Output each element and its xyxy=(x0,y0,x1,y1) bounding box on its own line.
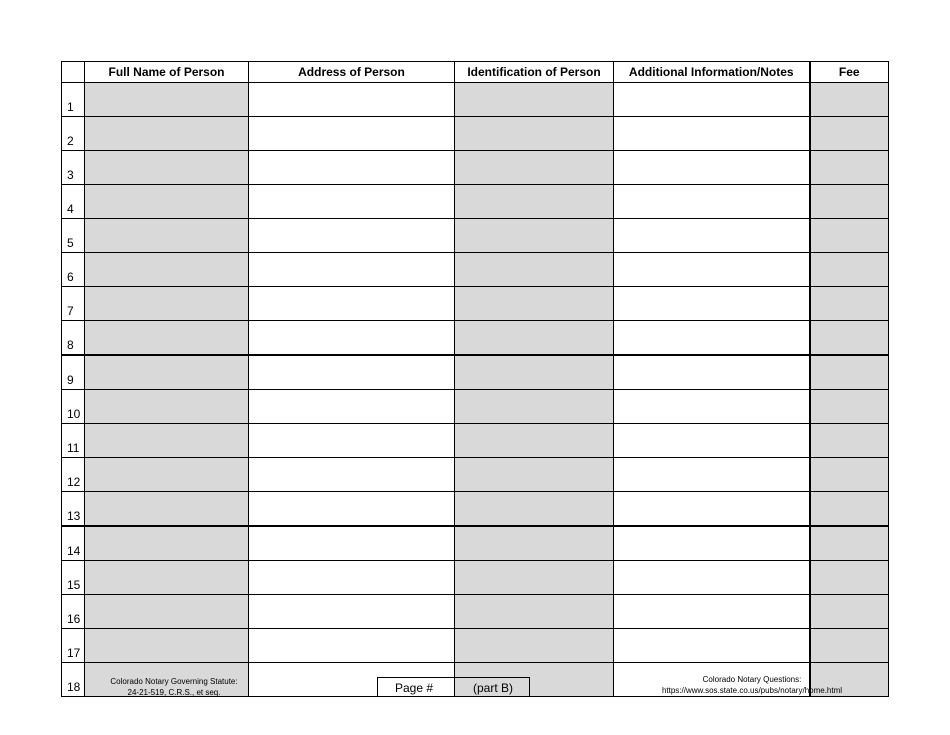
identification-cell[interactable] xyxy=(455,526,614,561)
address-cell[interactable] xyxy=(249,424,455,458)
identification-cell[interactable] xyxy=(455,151,614,185)
address-cell[interactable] xyxy=(249,355,455,390)
notes-cell[interactable] xyxy=(614,629,810,663)
notes-cell[interactable] xyxy=(614,185,810,219)
header-address: Address of Person xyxy=(249,62,455,83)
full-name-cell[interactable] xyxy=(85,355,249,390)
notes-cell[interactable] xyxy=(614,390,810,424)
identification-cell[interactable] xyxy=(455,219,614,253)
address-cell[interactable] xyxy=(249,219,455,253)
notes-cell[interactable] xyxy=(614,526,810,561)
page-label: Page # xyxy=(395,681,434,695)
notes-cell[interactable] xyxy=(614,561,810,595)
row-number-cell: 3 xyxy=(62,151,85,185)
row-number-cell: 14 xyxy=(62,526,85,561)
row-number-cell: 11 xyxy=(62,424,85,458)
fee-cell[interactable] xyxy=(810,117,889,151)
table-row xyxy=(62,390,889,424)
notes-cell[interactable] xyxy=(614,219,810,253)
address-cell[interactable] xyxy=(249,287,455,321)
row-number-cell: 17 xyxy=(62,629,85,663)
notes-cell[interactable] xyxy=(614,321,810,356)
identification-cell[interactable] xyxy=(455,424,614,458)
identification-cell[interactable] xyxy=(455,253,614,287)
header-notes: Additional Information/Notes xyxy=(614,62,810,83)
row-number-cell: 13 xyxy=(62,492,85,527)
table-header-row xyxy=(62,62,889,83)
address-cell[interactable] xyxy=(249,458,455,492)
notes-cell[interactable] xyxy=(614,355,810,390)
full-name-cell[interactable] xyxy=(85,185,249,219)
questions-note xyxy=(632,674,872,696)
full-name-cell[interactable] xyxy=(85,219,249,253)
table-row xyxy=(62,561,889,595)
table-row xyxy=(62,185,889,219)
notary-journal-table xyxy=(61,61,889,697)
table-row xyxy=(62,117,889,151)
row-number-cell: 7 xyxy=(62,287,85,321)
identification-cell[interactable] xyxy=(455,83,614,117)
full-name-cell[interactable] xyxy=(85,561,249,595)
full-name-cell[interactable] xyxy=(85,287,249,321)
part-label: (part B) xyxy=(473,681,514,695)
address-cell[interactable] xyxy=(249,561,455,595)
identification-cell[interactable] xyxy=(455,287,614,321)
header-identification: Identification of Person xyxy=(455,62,614,83)
notes-cell[interactable] xyxy=(614,83,810,117)
identification-cell[interactable] xyxy=(455,355,614,390)
identification-cell[interactable] xyxy=(455,595,614,629)
table-row xyxy=(62,424,889,458)
full-name-cell[interactable] xyxy=(85,83,249,117)
row-number-cell: 5 xyxy=(62,219,85,253)
full-name-cell[interactable] xyxy=(85,390,249,424)
fee-cell[interactable] xyxy=(810,287,889,321)
fee-cell[interactable] xyxy=(810,253,889,287)
table-row xyxy=(62,355,889,390)
notes-cell[interactable] xyxy=(614,253,810,287)
fee-cell[interactable] xyxy=(810,219,889,253)
table-row xyxy=(62,492,889,527)
row-number-cell: 2 xyxy=(62,117,85,151)
statute-line-2: 24-21-519, C.R.S., et seq. xyxy=(127,688,221,697)
header-number xyxy=(62,62,85,83)
statute-line-1: Colorado Notary Governing Statute: xyxy=(110,677,238,686)
full-name-cell[interactable] xyxy=(85,526,249,561)
row-number-cell: 9 xyxy=(62,355,85,390)
identification-cell[interactable] xyxy=(455,321,614,356)
fee-cell[interactable] xyxy=(810,595,889,629)
identification-cell[interactable] xyxy=(455,117,614,151)
table-row xyxy=(62,287,889,321)
statute-note xyxy=(88,676,260,698)
address-cell[interactable] xyxy=(249,595,455,629)
row-number-cell: 4 xyxy=(62,185,85,219)
header-full-name: Full Name of Person xyxy=(85,62,249,83)
notes-cell[interactable] xyxy=(614,458,810,492)
notes-cell[interactable] xyxy=(614,492,810,527)
row-number-cell: 12 xyxy=(62,458,85,492)
fee-cell[interactable] xyxy=(810,83,889,117)
fee-cell[interactable] xyxy=(810,458,889,492)
row-number-cell: 6 xyxy=(62,253,85,287)
address-cell[interactable] xyxy=(249,117,455,151)
page-number-box[interactable] xyxy=(377,677,530,697)
address-cell[interactable] xyxy=(249,390,455,424)
row-number-cell: 1 xyxy=(62,83,85,117)
full-name-cell[interactable] xyxy=(85,595,249,629)
identification-cell[interactable] xyxy=(455,492,614,527)
notes-cell[interactable] xyxy=(614,595,810,629)
address-cell[interactable] xyxy=(249,185,455,219)
table-row xyxy=(62,629,889,663)
fee-cell[interactable] xyxy=(810,355,889,390)
full-name-cell[interactable] xyxy=(85,253,249,287)
full-name-cell[interactable] xyxy=(85,424,249,458)
full-name-cell[interactable] xyxy=(85,321,249,356)
identification-cell[interactable] xyxy=(455,561,614,595)
fee-cell[interactable] xyxy=(810,629,889,663)
address-cell[interactable] xyxy=(249,151,455,185)
address-cell[interactable] xyxy=(249,492,455,527)
fee-cell[interactable] xyxy=(810,526,889,561)
fee-cell[interactable] xyxy=(810,424,889,458)
full-name-cell[interactable] xyxy=(85,117,249,151)
fee-cell[interactable] xyxy=(810,561,889,595)
row-number-cell: 16 xyxy=(62,595,85,629)
table-row xyxy=(62,253,889,287)
notes-cell[interactable] xyxy=(614,151,810,185)
table-row xyxy=(62,321,889,356)
questions-link[interactable]: https://www.sos.state.co.us/pubs/notary/home.html xyxy=(661,686,843,695)
header-fee: Fee xyxy=(810,62,889,83)
row-number-cell: 8 xyxy=(62,321,85,356)
fee-cell[interactable] xyxy=(810,492,889,527)
table-row xyxy=(62,151,889,185)
address-cell[interactable] xyxy=(249,526,455,561)
row-number-cell: 18 xyxy=(62,663,85,697)
notes-cell[interactable] xyxy=(614,117,810,151)
address-cell[interactable] xyxy=(249,83,455,117)
table-row xyxy=(62,526,889,561)
address-cell[interactable] xyxy=(249,321,455,356)
questions-line-1: Colorado Notary Questions: xyxy=(702,675,802,684)
address-cell[interactable] xyxy=(249,253,455,287)
full-name-cell[interactable] xyxy=(85,151,249,185)
fee-cell[interactable] xyxy=(810,390,889,424)
identification-cell[interactable] xyxy=(455,185,614,219)
full-name-cell[interactable] xyxy=(85,458,249,492)
table-row xyxy=(62,219,889,253)
table-row xyxy=(62,595,889,629)
identification-cell[interactable] xyxy=(455,390,614,424)
identification-cell[interactable] xyxy=(455,458,614,492)
fee-cell[interactable] xyxy=(810,151,889,185)
notes-cell[interactable] xyxy=(614,424,810,458)
identification-cell[interactable] xyxy=(455,629,614,663)
notes-cell[interactable] xyxy=(614,287,810,321)
fee-cell[interactable] xyxy=(810,185,889,219)
row-number-cell: 15 xyxy=(62,561,85,595)
address-cell[interactable] xyxy=(249,629,455,663)
fee-cell[interactable] xyxy=(810,321,889,356)
full-name-cell[interactable] xyxy=(85,492,249,527)
row-number-cell: 10 xyxy=(62,390,85,424)
table-row xyxy=(62,458,889,492)
table-row xyxy=(62,83,889,117)
full-name-cell[interactable] xyxy=(85,629,249,663)
